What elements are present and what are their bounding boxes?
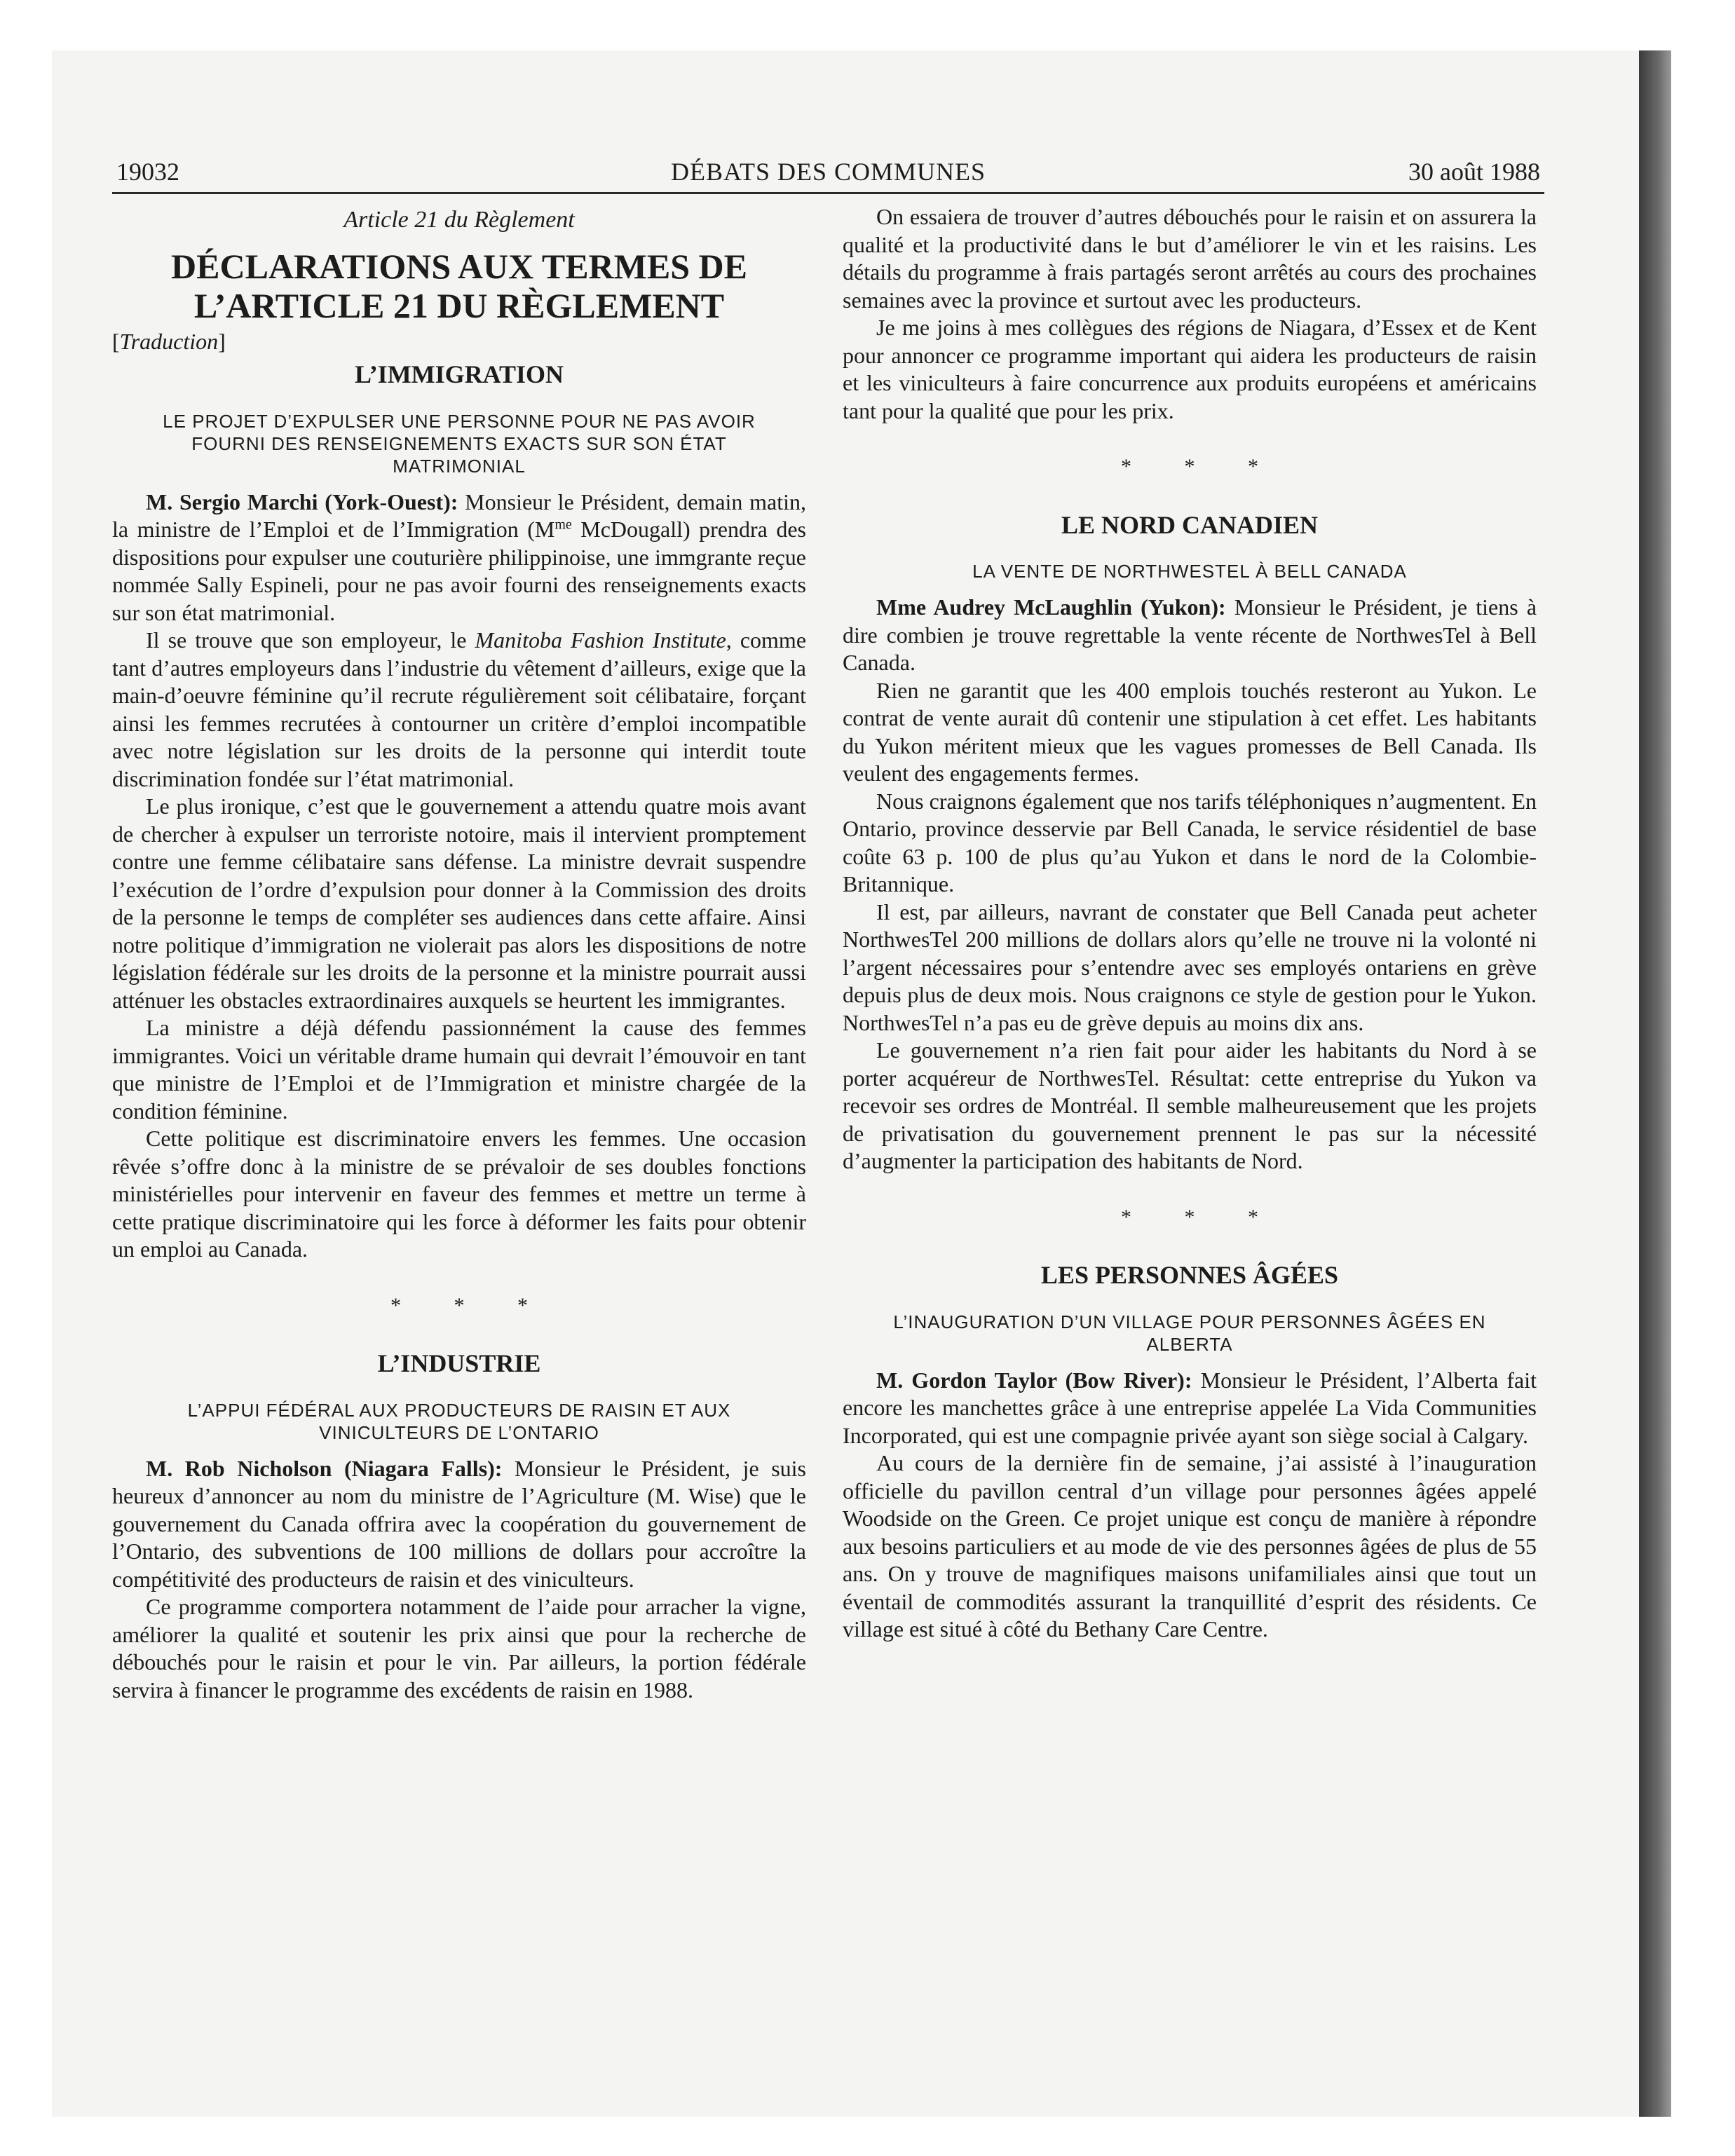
speaker-name: Mme Audrey McLaughlin (Yukon): [876, 594, 1226, 620]
page-number: 19032 [116, 158, 179, 186]
sub-heading-immigration: LE PROJET D’EXPULSER UNE PERSONNE POUR NE PAS AVOIR FOURNI DES RENSEIGNEMENTS EXACTS SUR SON ÉTAT MATRIMONIAL [163, 410, 756, 477]
publication-date: 30 août 1988 [1408, 158, 1540, 186]
translation-label: Traduction [119, 328, 219, 354]
main-heading-line-2: L’ARTICLE 21 DU RÈGLEMENT [193, 285, 725, 325]
paragraph: Il est, par ailleurs, navrant de constater que Bell Canada peut acheter NorthwesTel 200 millions de dollars alors qu’elle ne trouve ni la volonté ni l’argent nécessaires pour s’entendre avec ses employés ontariens en grève depuis plus de deux mois. Nous craignons ce style de gestion pour le Yukon. NorthwesTel n’a pas eu de grève depuis au moins dix ans. [843, 899, 1537, 1035]
rubric: Article 21 du Règlement [343, 207, 575, 233]
page-binding-edge [1639, 50, 1671, 2117]
sub-heading-nord: LA VENTE DE NORTHWESTEL À BELL CANADA [972, 561, 1407, 582]
paragraph: Ce programme comportera notamment de l’aide pour arracher la vigne, améliorer la qualité et soutenir les prix ainsi que pour la recherche de débouchés pour le raisin et pour le vin. Par ailleurs, la portion fédérale servira à financer le programme des excédents de raisin en 1988. [112, 1594, 806, 1703]
speaker-name: M. Gordon Taylor (Bow River): [876, 1367, 1192, 1393]
paragraph: La ministre a déjà défendu passionnément la cause des femmes immigrantes. Voici un véritable drame humain qui devrait l’émouvoir en tant que ministre de l’Emploi et de l’Immigration et ministre chargée de la condition féminine. [112, 1015, 806, 1124]
paragraph: Nous craignons également que nos tarifs téléphoniques n’augmentent. En Ontario, province desservie par Bell Canada, le service résidentiel de base coûte 63 p. 100 de plus qu’au Yukon et dans le nord de la Colombie-Britannique. [843, 788, 1537, 896]
speaker-name: M. Rob Nicholson (Niagara Falls): [146, 1455, 503, 1481]
section-heading-nord: LE NORD CANADIEN [1061, 510, 1319, 539]
section-heading-industrie: L’INDUSTRIE [377, 1349, 541, 1377]
section-separator: * * * [1121, 1205, 1282, 1229]
sub-heading-agees: L’INAUGURATION D’UN VILLAGE POUR PERSONNES ÂGÉES EN ALBERTA [893, 1311, 1486, 1355]
paragraph: M. Rob Nicholson (Niagara Falls): Monsieur le Président, je suis heureux d’annoncer au nom du ministre de l’Agriculture (M. Wise) que le gouvernement du Canada offrira avec la coopération du gouvernement de l’Ontario, des subventions de 100 millions de dollars pour accroître la compétitivité des producteurs de raisin et des viniculteurs. [112, 1455, 806, 1592]
main-heading-line-1: DÉCLARATIONS AUX TERMES DE [171, 246, 747, 286]
paragraph: M. Gordon Taylor (Bow River): Monsieur le Président, l’Alberta fait encore les manchettes grâce à une entreprise appelée La Vida Communities Incorporated, qui est une compagnie privée ayant son siège social à Calgary. [843, 1367, 1537, 1448]
left-column [112, 203, 806, 1704]
italic-name: Manitoba Fashion Institute [475, 627, 726, 653]
section-heading-agees: LES PERSONNES ÂGÉES [1040, 1261, 1339, 1289]
publication-title: DÉBATS DES COMMUNES [670, 158, 986, 186]
sub-heading-industrie: L’APPUI FÉDÉRAL AUX PRODUCTEURS DE RAISIN ET AUX VINICULTEURS DE L’ONTARIO [187, 1399, 731, 1443]
right-column [843, 203, 1537, 1644]
section-heading-immigration: L’IMMIGRATION [354, 360, 564, 388]
paragraph: Je me joins à mes collègues des régions de Niagara, d’Essex et de Kent pour annoncer ce programme important qui aidera les producteurs de raisin et les viniculteurs à faire concurrence aux produits européens et américains tant pour la qualité que pour les prix. [843, 315, 1537, 423]
running-head [112, 151, 1544, 194]
paragraph: M. Sergio Marchi (York-Ouest): Monsieur le Président, demain matin, la ministre de l’Emploi et de l’Immigration ($M^{me}$ McDougall) prendra des dispositions pour expulser une couturière philippinoise, une immgrante reçue nommée Sally Espineli, pour ne pas avoir fourni des renseignements exacts sur son état matrimonial. [112, 489, 807, 625]
paragraph: Le plus ironique, c’est que le gouvernement a attendu quatre mois avant de chercher à expulser un terroriste notoire, mais il intervient promptement contre une femme célibataire sans défense. La ministre devrait suspendre l’exécution de l’ordre d’expulsion pour donner à la Commission des droits de la personne le temps de compléter ses audiences dans cette affaire. Ainsi notre politique d’immigration ne violerait pas alors les dispositions de notre législation fédérale sur les droits de la personne et la ministre pourrait aussi atténuer les obstacles extraordinaires auxquels se heurtent les immigrantes. [112, 793, 806, 1013]
translation-note: [Traduction] [112, 328, 226, 354]
main-heading [112, 247, 806, 325]
paragraph: Au cours de la dernière fin de semaine, j’ai assisté à l’inauguration officielle du pavillon central d’un village pour personnes âgées appelé Woodside on the Green. Ce projet unique est conçu de manière à répondre aux besoins particuliers et au mode de vie des personnes âgées de plus de 55 ans. On y trouve de magnifiques maisons unifamiliales ainsi que tout un éventail de commodités assurant la tranquillité d’esprit des résidents. Ce village est situé à côté du Bethany Care Centre. [843, 1450, 1537, 1642]
paragraph: Cette politique est discriminatoire envers les femmes. Une occasion rêvée s’offre donc à la ministre de se prévaloir de ses doubles fonctions ministérielles pour intervenir en faveur des femmes et mettre un terme à cette pratique discriminatoire qui les force à déformer les faits pour obtenir un emploi au Canada. [112, 1126, 806, 1262]
section-separator: * * * [1121, 455, 1282, 478]
paragraph: On essaiera de trouver d’autres débouchés pour le raisin et on assurera la qualité et la productivité dans le but d’améliorer le vin et les raisins. Les détails du programme à frais partagés seront arrêtés au cours des prochaines semaines avec la province et surtout avec les producteurs. [843, 204, 1537, 313]
paragraph: Rien ne garantit que les 400 emplois touchés resteront au Yukon. Le contrat de vente aurait dû contenir une stipulation à cet effet. Les habitants du Yukon méritent mieux que les vagues promesses de Bell Canada. Ils veulent des engagements fermes. [843, 677, 1537, 786]
speaker-name: M. Sergio Marchi (York-Ouest): [146, 489, 458, 514]
paragraph: Mme Audrey McLaughlin (Yukon): Monsieur le Président, je tiens à dire combien je trouve regrettable la vente récente de NorthwesTel à Bell Canada. [843, 594, 1537, 675]
paragraph: Le gouvernement n’a rien fait pour aider les habitants du Nord à se porter acquéreur de NorthwesTel. Résultat: cette entreprise du Yukon va recevoir ses ordres de Montréal. Il semble malheureusement que les projets de privatisation du gouvernement prennent le pas sur la nécessité d’augmenter la participation des habitants de Nord. [843, 1037, 1537, 1173]
paragraph: Il se trouve que son employeur, le Manitoba Fashion Institute, comme tant d’autres employeurs dans l’industrie du vêtement d’ailleurs, exige que la main-d’oeuvre féminine qu’il recrute régulièrement soit célibataire, forçant ainsi les femmes recrutées à contourner un critère d’emploi incompatible avec notre législation sur les droits de la personne qui interdit toute discrimination fondée sur l’état matrimonial. [112, 627, 807, 791]
section-separator: * * * [390, 1293, 552, 1317]
